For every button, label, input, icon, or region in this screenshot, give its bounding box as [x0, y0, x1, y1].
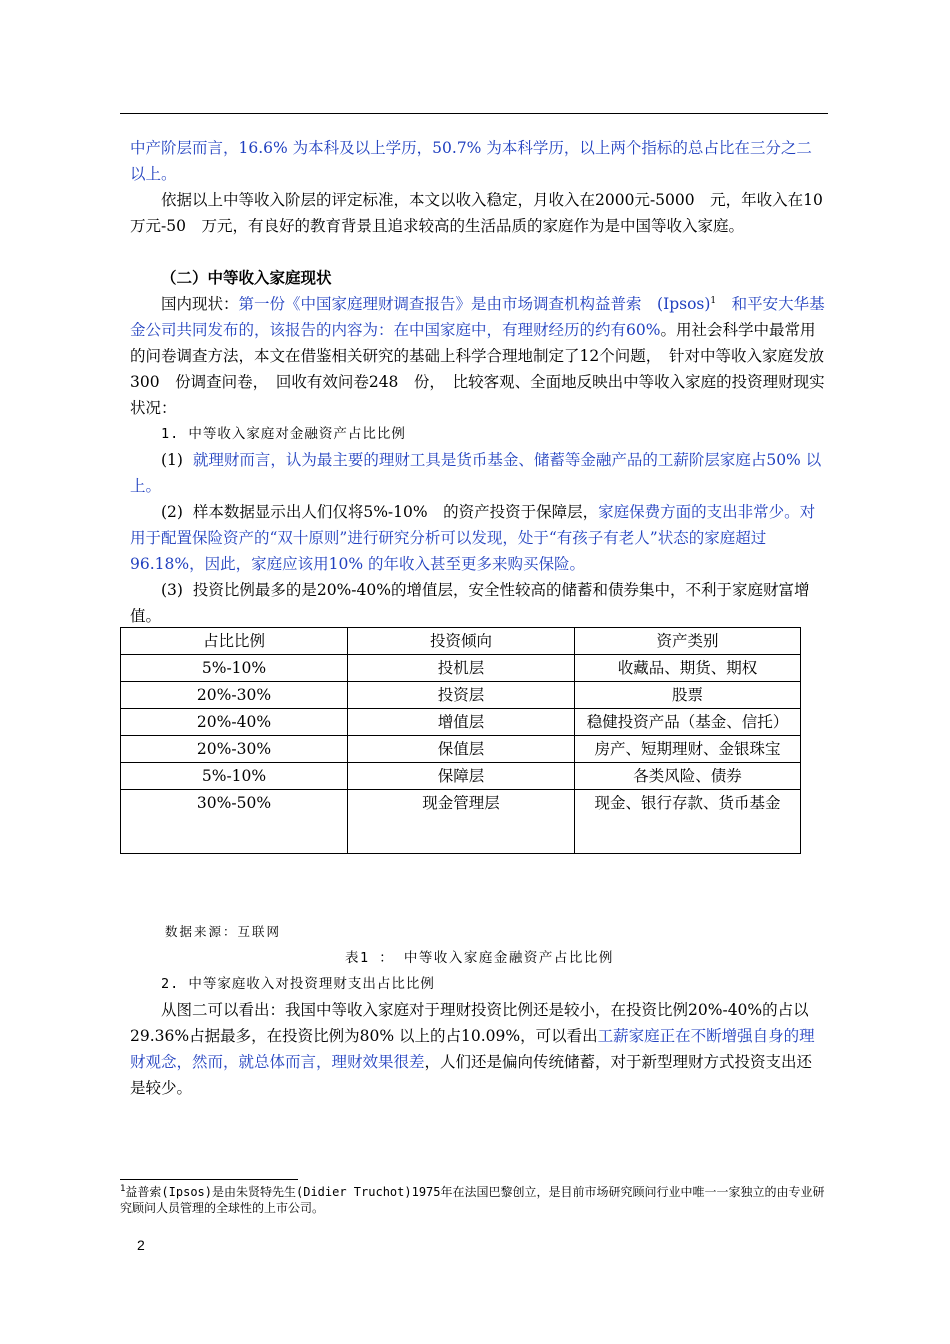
table-cell: 5%-10% — [121, 763, 348, 790]
table-row — [121, 763, 801, 790]
paragraph-figure-analysis — [130, 997, 825, 1101]
list-item-2 — [130, 499, 825, 577]
list-item-number: (3) — [161, 581, 183, 599]
table-header-row — [121, 628, 801, 655]
section-heading: （二）中等收入家庭现状 — [161, 268, 332, 287]
analysis-text: 从图二可以看出：我国中等收入家庭对于理财投资比例还是较小，在投资比例20%-40%的占以29.36%占据最多，在投资比例为80% 以上的占10.09%，可以看出 — [130, 1001, 809, 1045]
list-item-text: 样本数据显示出人们仅将5%-10% 的资产投资于保障层， — [192, 503, 599, 521]
paragraph-education: 中产阶层而言，16.6% 为本科及以上学历，50.7% 为本科学历，以上两个指标的总占比在三分之二以上。 — [130, 139, 812, 183]
table-cell: 5%-10% — [121, 655, 348, 682]
table-cell: 投资层 — [348, 682, 575, 709]
table-header-cell: 资产类别 — [575, 628, 801, 655]
survey-method-text: 。用社会科学中最常用的问卷调查方法，本文在借鉴相关研究的基础上科学合理地制定了12个问题， 针对中等收入家庭发放300 份调查问卷， 回收有效问卷248 份， 比较客观、全面地反映出中等收入家庭的投资理财现实状况： — [130, 321, 825, 417]
table-header-cell: 占比比例 — [121, 628, 348, 655]
table-cell: 保值层 — [348, 736, 575, 763]
page-number: 2 — [137, 1237, 145, 1253]
table-row — [121, 655, 801, 682]
table-cell: 20%-40% — [121, 709, 348, 736]
analysis-text-blue: 工薪家庭正在不断增强自身的理财观念，然而，就总体而言，理财效果很差 — [130, 1027, 815, 1071]
analysis-text-end: ，人们还是偏向传统储蓄，对于新型理财方式投资支出还是较少。 — [130, 1053, 813, 1097]
list-item-number: (1) — [161, 451, 183, 469]
table-cell: 现金管理层 — [348, 790, 575, 854]
table-cell: 各类风险、债券 — [575, 763, 801, 790]
table-cell: 20%-30% — [121, 736, 348, 763]
list-item-1 — [130, 447, 825, 499]
footnote-ref: 1 — [710, 295, 717, 306]
list-item-text-blue: 家庭保费方面的支出非常少。对用于配置保险资产的“双十原则”进行研究分析可以发现，处于“有孩子有老人”状态的家庭超过96.18%，因此，家庭应该用10% 的年收入甚至更多来购买保险。 — [130, 503, 816, 573]
footnote-mark: 1 — [120, 1184, 126, 1194]
table-cell: 房产、短期理财、金银珠宝 — [575, 736, 801, 763]
table-row — [121, 736, 801, 763]
footnote-separator — [120, 1179, 298, 1180]
table-row — [121, 790, 801, 854]
table-cell: 保障层 — [348, 763, 575, 790]
table-row — [121, 709, 801, 736]
list-item-text: 投资比例最多的是20%-40%的增值层，安全性较高的储蓄和债券集中，不利于家庭财富增值。 — [130, 581, 810, 625]
table-cell: 股票 — [575, 682, 801, 709]
paragraph-lead: 国内现状： — [161, 295, 239, 313]
table-cell: 30%-50% — [121, 790, 348, 854]
paragraph-criteria: 依据以上中等收入阶层的评定标准，本文以收入稳定，月收入在2000元-5000 元，年收入在10万元-50 万元，有良好的教育背景且追求较高的生活品质的家庭作为是中国等收入家庭。 — [130, 191, 823, 235]
table-cell: 收藏品、期货、期权 — [575, 655, 801, 682]
list-item-number: (2) — [161, 503, 183, 521]
footnote-text: 益普索(Ipsos)是由朱贤特先生(Didier Truchot)1975年在法国巴黎创立，是目前市场研究顾问行业中唯一一家独立的由专业研究顾问人员管理的全球性的上市公司。 — [120, 1185, 825, 1215]
data-source-note: 数据来源：互联网 — [165, 924, 282, 939]
subheading-1: 1. 中等收入家庭对金融资产占比比例 — [161, 426, 406, 442]
list-item-text: 就理财而言，认为最主要的理财工具是货币基金、储蓄等金融产品的工薪阶层家庭占50% 以上。 — [130, 451, 822, 495]
header-rule — [120, 113, 828, 114]
table-header-cell: 投资倾向 — [348, 628, 575, 655]
table-cell: 投机层 — [348, 655, 575, 682]
table-caption: 表1 ： 中等收入家庭金融资产占比比例 — [345, 950, 614, 966]
footnote — [120, 1184, 830, 1216]
table-cell: 稳健投资产品（基金、信托） — [575, 709, 801, 736]
table-cell: 增值层 — [348, 709, 575, 736]
allocation-table — [120, 627, 801, 854]
table-cell: 现金、银行存款、货币基金 — [575, 790, 801, 854]
list-item-3 — [130, 577, 825, 629]
report-intro-text: 第一份《中国家庭理财调查报告》是由市场调查机构益普索 (Ipsos) — [238, 295, 711, 313]
subheading-2: 2. 中等家庭收入对投资理财支出占比比例 — [161, 976, 435, 992]
paragraph-domestic-status — [130, 291, 825, 421]
table-cell: 20%-30% — [121, 682, 348, 709]
report-finding-text: 和平安大华基金公司共同发布的，该报告的内容为：在中国家庭中，有理财经历的约有60% — [130, 295, 825, 339]
table-row — [121, 682, 801, 709]
